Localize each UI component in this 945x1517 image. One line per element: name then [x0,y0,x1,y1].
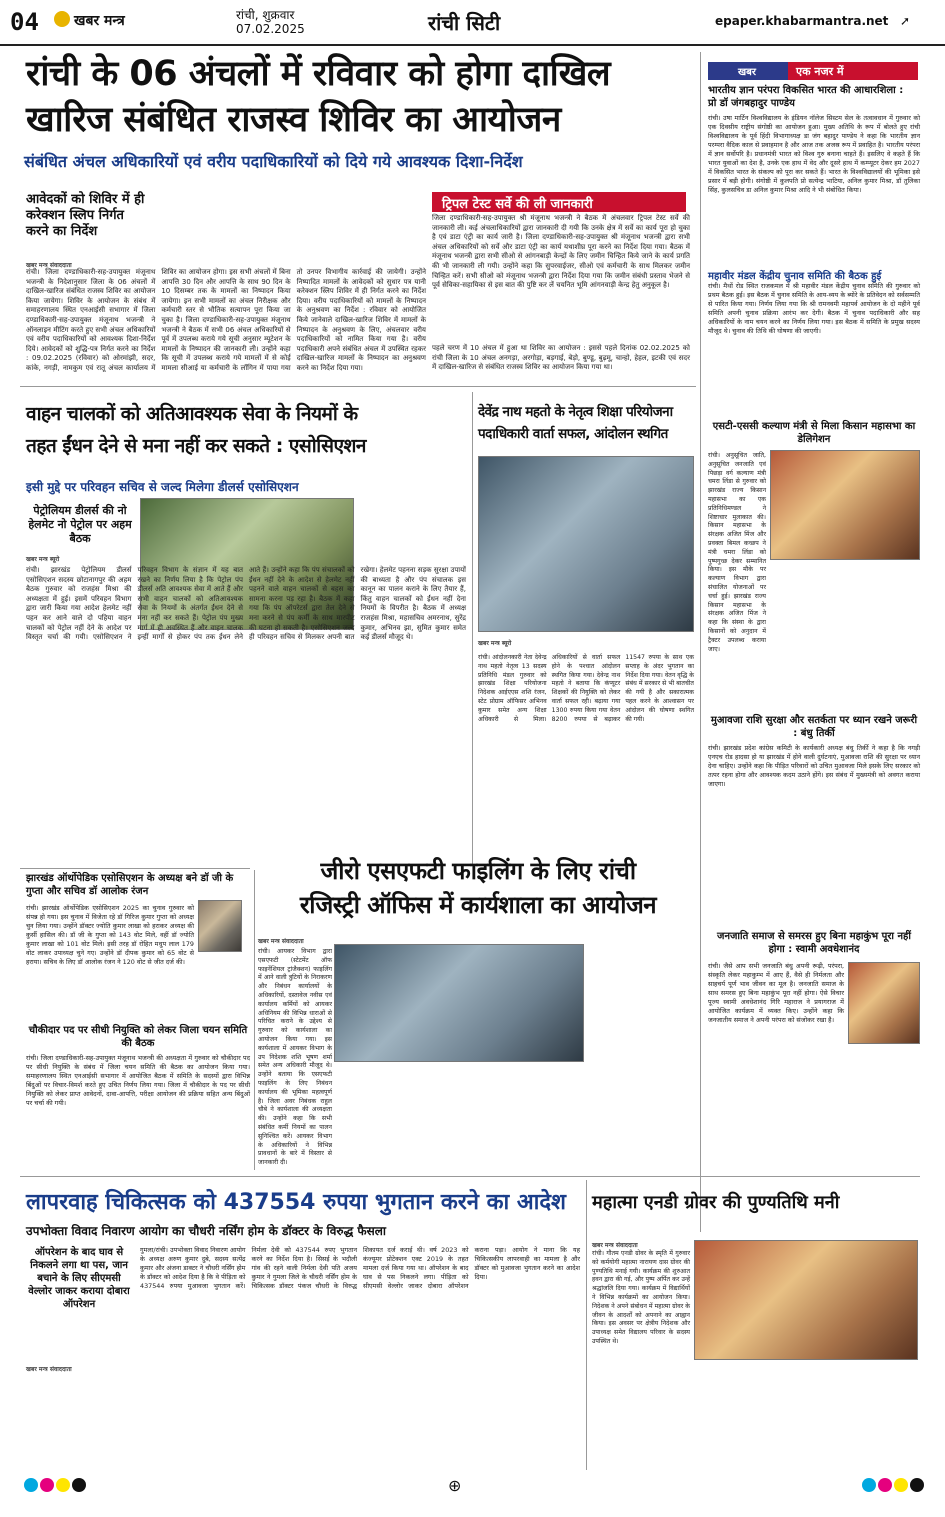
registration-icon: ⊕ [448,1476,462,1495]
divider-v-3 [586,1180,587,1470]
cmyk-dot [878,1478,892,1492]
sidebar-item5-head: जनजाति समाज से समरस हुए बिना महाकुंभ पूरा नहीं होगा : स्वामी अवधेशानंद [717,931,911,955]
negligent-body: गुमला/रांची। उपभोक्ता विवाद निवारण आयोग के अध्यक्ष अरुण कुमार दुबे, सदस्य सत्येंद्र कुमार और अंजना डाक्टर ने चौधरी नर्सिंग होम के डॉक्टर को आदेश दिया है कि वे पीड़िता को 437544 रुपया मुआवजा भुगतान करें। निर्मला देवी को 437544 रुपए भुगतान करने का निर्देश दिया है। सिसई के भदौली गांव की रहने वाली निर्मला देवी पति अजय कुमार ने गुमला जिले के चौधरी नर्सिंग होम के चिकित्सक डॉक्टर पंकज चौधरी के विरुद्ध शिकायत दर्ज कराई थी। वर्ष 2023 को कंज्यूमर प्रोटेक्शन एक्ट 2019 के तहत मामला दर्ज किया गया था। ऑपरेशन के बाद घाव से पस निकलने लगा। पीड़िता को सीएमसी वेल्लोर जाकर दोबारा ऑपरेशन कराना पड़ा। आयोग ने माना कि यह चिकित्सकीय लापरवाही का मामला है और डॉक्टर को मुआवजा भुगतान करने का आदेश दिया। [140,1246,580,1290]
ortho-body: रांची। झारखंड ऑर्थोपेडिक एसोसिएशन 2025 का चुनाव गुरुवार को संपन्न हो गया। इस चुनाव में विजेता रहे डॉ गिरिज कुमार गुप्ता को अध्यक्ष चुन लिया गया। उन्होंने डॉक्टर ज्योति कुमार लाखा को हराकर अध्यक्ष की कुर्सी हासिल की। डॉ जी के गुप्ता को 143 वोट मिले, वहीं डॉ ज्योति कुमार लाखा को 101 वोट मिले। इसी तरह डॉ रोहित मधुप लाल 179 वोट लाकर उपाध्यक्ष चुने गए। उन्होंने डॉ दीपक कुमार को 65 वोट से हराया। सचिव के लिए डॉ आलोक रंजन ने 120 वोट से जीत दर्ज की। [26,904,194,966]
sidebar-item2-body: रांची। मैथों रोड स्थित राजकमल में श्री महावीर मंडल केंद्रीय चुनाव समिति की गुरुवार को प्रथम बैठक हुई। इस बैठक में चुनाव समिति के आय-व्यय के ब्योरे के प्रतिवेदन को सर्वसम्मति से पारित किया गया। निर्णय लिया गया कि श्री रामनवमी महापर्व आयोजन के दो महीने पूर्व समिति अपनी चुनाव प्रक्रिया आरंभ कर देगी। बैठक में चुनाव पदाधिकारी और सह अधिकारियों के नाम चयन करने का निर्णय लिया गया। इस बैठक में समिति के प्रमुख सदस्य मौजूद थे। चुनाव की तिथि की घोषणा की जाएगी। [708,282,920,335]
sidebar-item4-head: मुआवजा राशि सुरक्षा और सतर्कता पर ध्यान रखने जरूरी : बंधु तिर्की [710,715,918,739]
protest-photo [478,456,694,632]
chowkidar-headline: चौकीदार पद पर सीधी नियुक्ति को लेकर जिला चयन समिति की बैठक [28,1025,248,1049]
page-number: 04 [10,8,39,36]
cmyk-dot [56,1478,70,1492]
delegation-photo [770,450,920,560]
masthead [0,0,945,46]
tribute-photo [694,1240,918,1360]
fuel-body: रांची। झारखंड पेट्रोलियम डीलर्स एसोसिएशन सदस्य छोटानागपुर की अहम बैठक गुरुवार को राजहंस मिश्रा की अध्यक्षता में हुई। इसमें परिवहन विभाग द्वारा जारी किया गया आदेश हेलमेट नहीं पहन कर आने वाले दो पहिया वाहन चालकों को पेट्रोल नहीं देने के आदेश पर विस्तृत चर्चा की गयी। एसोसिएशन ने परिवहन विभाग के संज्ञान में यह बात रखने का निर्णय लिया है कि पेट्रोल पंप डीलर्स अति आवश्यक सेवा में आते हैं और सभी वाहन चालकों को अतिआवश्यक सेवा के नियमों के अंतर्गत ईंधन देने से मना नहीं कर सकते हैं। पेट्रोल पंप मुख्य मार्ग में ही अवस्थित हैं और वाहन चालक इन्हीं मार्गों से होकर पंप तक ईंधन लेने आते हैं। उन्होंने कहा कि पंप संचालकों को ईंधन नहीं देने के आदेश से हेलमेट नहीं पहनने वाले वाहन चालकों से बहस का सामना करना पड़ रहा है। बैठक में कहा गया कि पंप ऑपरेटर्स द्वारा तेल देने से मना करने से पंप कर्मी के साथ मारपीट की घटना हो सकती है। एसोसिएशन जल्द ही परिवहन सचिव से मिलकर अपनी बात रखेगा। हेलमेट पहनना सड़क सुरक्षा उपायों की बाध्यता है और पंप संचालक इस कानून का पालन कराने के लिए तैयार हैं, किंतु वाहन चालकों को ईंधन नहीं देना नियमों के विपरीत है। बैठक में अध्यक्ष राजहंस मिश्रा, महासचिव अमरनाथ, सुरेंद्र कुमार, अभिनव झा, सुमित कुमार समेत कई डीलर्स मौजूद थे। [26,566,466,642]
cmyk-dot [40,1478,54,1492]
triple-test-headline: ट्रिपल टेस्ट सर्वे की ली जानकारी [432,192,686,212]
grover-headline: महात्मा एनडी ग्रोवर की पुण्यतिथि मनी [592,1192,840,1213]
devendra-body: रांची। आंदोलनकारी नेता देवेन्द्र नाथ महतो नेतृत्व 13 सदस्य प्रतिनिधि मंडल गुरुवार को झारखंड शिक्षा परियोजना निदेशक आईएएस शशि रंजन, स्टेट प्रोग्राम ऑफिसर अभिनव कुमार समेत अन्य शिक्षा अधिकारी से मिला। अधिकारियों से वार्ता सफल होने के पश्चात आंदोलन स्थगित किया गया। देवेन्द्र नाथ महतो ने बताया कि कंप्यूटर शिक्षकों की नियुक्ति को लेकर वार्ता सफल रही। बढ़ाया गया 1300 रुपया किया गया वेतन 8200 रुपया से बढ़ाकर 11547 रुपया के साथ एक सप्ताह के अंदर भुगतान का निर्देश दिया गया। वेतन वृद्धि के संबंध में सरकार से भी बातचीत की गयी है और सकारात्मक पहल करने के आश्वासन पर आंदोलन की घोषणा स्थगित की गयी। [478,654,694,723]
negligent-byline: खबर मन्त्र संवाददाता [26,1366,72,1373]
swami-photo [848,962,920,1044]
sidebar-item1-head: भारतीय ज्ञान परंपरा विकसित भारत की आधारशिला : प्रो डॉ जंगबहादुर पाण्डेय [708,85,904,109]
sft-body-bottom [334,1068,586,1164]
cmyk-dot [862,1478,876,1492]
sidebar-item5-body: रांची। जैसे आप सभी जनजाति बंधु अपनी रूढ़ी, परंपरा, संस्कृति लेकर महाकुम्भ में आए हैं, वैसे ही निर्मलता और साहचर्य पूर्ण भाव जीवन का मूल है। जनजाति समाज के साथ समरस हुए बिना महाकुंभ पूरा नहीं होगा। ऐसे विचार पूज्य स्वामी अवधेशानंद गिरि महाराज ने प्रयागराज में आयोजित कार्यक्रम में व्यक्त किए। उन्होंने कहा कि जनजातीय समाज ने अपनी परंपरा को संजोकर रखा है। [708,962,844,1024]
sft-body: रांची। आयकर विभाग द्वारा एसएफटी (स्टेटमेंट ऑफ फाइनेंशियल ट्रांजैक्शन) फाइलिंग में आने वाली त्रुटियों के निराकरण और निबंधन कार्यालयों के अधिकारियों, दस्तावेज नवीस एवं कार्यालय कर्मियों को आयकर अधिनियम की विभिन्न धाराओं से परिचित कराने के उद्देश्य से गुरुवार को कार्यशाला का आयोजन किया गया। इस कार्यशाला में आयकर विभाग के उप निदेशक शशि भूषण शर्मा समेत अन्य अधिकारी मौजूद थे। उन्होंने बताया कि एसएफटी फाइलिंग के लिए निबंधन कार्यालय की भूमिका महत्वपूर्ण है। जिला अवर निबंधक राहुल चौबे ने कार्यशाला की अध्यक्षता की। उन्होंने कहा कि सभी संबंधित कर्मी नियमों का पालन सुनिश्चित करें। आयकर विभाग के अधिकारियों ने विभिन्न प्रावधानों के बारे में विस्तार से जानकारी दी। [258,948,332,1167]
lead-body: रांची। जिला दण्डाधिकारी-सह-उपायुक्त मंजूनाथ भजन्त्री के निदेशानुसार जिला के 06 अंचलों में दाखिल-खारिज संबंधित राजस्व शिविर का आयोजन किया जायेगा। शिविर के आयोजन के संबंध में समाहरणालय स्थित एनआईसी सभागार में जिला दण्डाधिकारी-सह-उपायुक्त मंजूनाथ भजन्त्री ने ऑनलाइन मीटिंग करते हुए सभी अंचल अधिकारियों एवं वरीय पदाधिकारियों को आवश्यक दिशा-निर्देश दिये। आवेदकों को शुद्धि-पत्र निर्गत करने का निर्देश : 09.02.2025 (रविवार) को ओरमांझी, सदर, कांके, नगड़ी, नामकुम एवं रातू अंचल कार्यालय में शिविर का आयोजन होगा। इस सभी अंचलों में बिना आपत्ति 30 दिन और आपत्ति के साथ 90 दिन के 10 दिसम्बर तक के मामलों का निष्पादन किया जायेगा। इन सभी मामलों का अंचल निरीक्षक और कर्मचारी स्तर से भौतिक सत्यापन पूरा किया जा चुका है। जिला दण्डाधिकारी-सह-उपायुक्त मंजूनाथ भजन्त्री ने बैठक में सभी 06 अंचल अधिकारियों से पूर्व में उपलब्ध कराये गये सूची अनुसार म्यूटेशन के मामलों के निष्पादन की जानकारी ली। उन्होंने कहा कि सूची में उपलब्ध कराये गये मामलों में से कोई मामला सीआई या कर्मचारी के लॉगिन में पाया गया तो उनपर विभागीय कार्रवाई की जायेगी। उन्होंने निष्पादित मामलों के आवेदकों को सुधार पत्र यानी करेक्शन स्लिप शिविर में ही निर्गत करने का निर्देश दिया। वरीय पदाधिकारियों को मामलों के निष्पादन के अनुश्रवण का निर्देश : रविवार को आयोजित किये जानेवाले दाखिल-खारिज शिविर में मामलों के निष्पादन के अनुश्रवण के लिए, अंचलवार वरीय पदाधिकारियों को नामित किया गया है। वरीय पदाधिकारी अपने संबंधित अंचल में उपस्थित रहकर दाखिल-खारिज मामलों के निष्पादन का अनुश्रवण करने का निर्देश दिया गया। [26,268,426,372]
sidebar-tag-ek-nazar: एक नजर में [788,62,918,80]
brand-logo [54,11,70,27]
lead-headline-1: रांची के 06 अंचलों में रविवार को होगा दाखिल [26,54,611,94]
fuel-byline: खबर मन्त्र ब्यूरो [26,556,60,563]
sft-body-col-right [590,930,696,1166]
lead-headline-2: खारिज संबंधित राजस्व शिविर का आयोजन [26,100,561,140]
negligent-headline: लापरवाह चिकित्सक को 437554 रुपया भुगतान करने का आदेश [26,1190,566,1215]
fuel-headline-1: वाहन चालकों को अतिआवश्यक सेवा के नियमों के [26,403,358,425]
divider-2 [20,868,250,869]
sidebar-item1-body: रांची। उषा मार्टिन विश्वविद्यालय के इंडियन नॉलेज सिस्टम सेल के तत्वावधान में गुरुवार को एक दिवसीय राष्ट्रीय संगोष्ठी का आयोजन हुआ। मुख्य अतिथि के रूप में बोलते हुए रांची विश्वविद्यालय के पूर्व हिंदी विभागाध्यक्ष डा जंग बहादुर पाण्डेय ने कहा कि भारतीय ज्ञान परम्परा वैदिक काल से प्रवाहमान है और आज तक अजस्र रूप में प्रवाहित है। भारतीय परंपरा में ज्ञान सर्वोपरि है। प्रधानमंत्री भारत को विश्व गुरु बनाना चाहते हैं। इसलिए वे कहते हैं कि भारत युवाओं का देश है, उनके एक हाथ में वेद और दूसरे हाथ में कम्प्यूटर देकर हम 2027 में विकसित भारत के संकल्प को पूरा कर सकते हैं। भारत के विश्वविद्यालयों की भूमिका इसे प्रसार में बड़ी होगी। संगोष्ठी में कुलपति प्रो सत्येन्द्र भाटिया, अनिल कुमार मिश्रा, डॉ तुलिका सिंह, कुलसचिव डा अनिल कुमार मिश्रा आदि ने भी संबोधित किया। [708,114,920,194]
devendra-headline-1: देवेंद्र नाथ महतो के नेतृत्व शिक्षा परियोजना [478,404,673,420]
sidebar-item3-body: रांची। अनुसूचित जाति, अनुसूचित जनजाति एवं पिछड़ा वर्ग कल्याण मंत्री चमरा लिंडा से गुरुवार को झारखंड राज्य किसान महासभा का एक प्रतिनिधिमण्डल ने शिष्टाचार मुलाकात की। किसान महासभा के संरक्षक अजित मिंज और प्रवक्ता बिमल कच्छप ने मंत्री चमरा लिंडा को पुष्पगुच्छ देकर सम्मानित किया। इस मौके पर कल्याण विभाग द्वारा संचालित योजनाओं पर चर्चा हुई। झारखंड राज्य किसान महासभा के संरक्षक अजित मिंज ने कहा कि संस्था के द्वारा किसानों को अनुदान में ट्रैक्टर उपलब्ध कराया जाए। [708,452,766,653]
sidebar-item3-head: एसटी-एससी कल्याण मंत्री से मिला किसान महासभा का डेलिगेशन [712,421,916,445]
cmyk-dot [910,1478,924,1492]
negligent-side-head: ऑपरेशन के बाद घाव से निकलने लगा था पस, जान बचाने के लिए सीएमसी वेल्लोर जाकर कराया दोबारा ऑपरेशन [28,1247,130,1310]
doctor-photo [198,900,242,952]
triple-test-body: जिला दण्डाधिकारी-सह-उपायुक्त श्री मंजूनाथ भजन्त्री ने बैठक में अंचलवार ट्रिपल टेस्ट सर्वे की जानकारी ली। कई अंचलाधिकारियों द्वारा जानकारी दी गयी कि उनके क्षेत्र में सर्वे का कार्य पूरा हो चुका है एवं डाटा एंट्री का कार्य जारी है। जिला दण्डाधिकारी-सह-उपायुक्त श्री मंजूनाथ भजन्त्री द्वारा सभी अंचल अधिकारियों को सर्वे और डाटा एंट्री का कार्य यथाशीघ्र पूरा करने का निर्देश दिया गया। बैठक में मंजूनाथ भजन्त्री द्वारा सभी सीओ से आंगनबाड़ी केन्द्रों के लिए जमीन चिन्हित किये जाने के कार्य प्रगति की भी जानकारी ली गयी। उन्होंने कहा कि सुपरवाईजर, सीओ एवं कर्मचारी के साथ मिलकर जमीन चिन्हित करें। सभी सीओ को मंजूनाथ भजन्त्री द्वारा निर्देश दिया गया कि जमीन संबंधी प्रस्ताव भेजने से पूर्व सेविका-सहायिका से इस बात की पुष्टि कर लें चयनित भूमि आंगनवाड़ी केन्द्र हेतु अनुकूल है। [432,214,690,290]
section-title: रांची सिटी [428,11,501,35]
grover-byline: खबर मन्त्र संवाददाता [592,1242,638,1249]
divider-1 [20,386,696,387]
registration-marks [0,1474,945,1498]
sft-headline-2: रजिस्ट्री ऑफिस में कार्यशाला का आयोजन [299,891,657,919]
epaper-url[interactable]: epaper.khabarmantra.net [715,14,889,28]
fuel-subhead: इसी मुद्दे पर परिवहन सचिव से जल्द मिलेगा डीलर्स एसोसिएशन [26,480,299,494]
chowkidar-body: रांची। जिला दण्डाधिकारी-सह-उपायुक्त मंजूनाथ भजन्त्री की अध्यक्षता में गुरुवार को चौकीदार पद पर सीधी नियुक्ति के संबंध में जिला चयन समिति की बैठक का आयोजन किया गया। समाहरणालय स्थित एनआईसी सभागार में आयोजित बैठक में समिति के सदस्यों द्वारा विभिन्न बिंदुओं पर विचार-विमर्श करते हुए उचित निर्णय लिया गया। जिला में चौकीदार के पद पर सीधी नियुक्ति को लेकर प्राप्त आवेदनों, दावा-आपत्ति, परीक्षा आयोजन की प्रक्रिया सहित अन्य बिंदुओं पर चर्चा की गयी। [26,1054,250,1107]
fuel-side-head: पेट्रोलियम डीलर्स की नो हेलमेट नो पेट्रोल पर अहम बैठक [28,504,132,545]
workshop-photo [334,944,584,1062]
triple-test-body-2: पहले चरण में 10 अंचल में हुआ था शिविर का आयोजन : इससे पहले दिनांक 02.02.2025 को रांची जिला के 10 अंचल अनगड़ा, अरगोड़ा, बड़गाई, बेड़ो, बुण्डू, बुढ़मू, चान्हो, हेहल, इटकी एवं सदर में दाखिल-खारिज से संबंधित राजस्व शिविर का आयोजन किया गया था। [432,344,690,372]
city-day: रांची, शुक्रवार [236,8,295,22]
negligent-subhead: उपभोक्ता विवाद निवारण आयोग का चौधरी नर्सिंग होम के डॉक्टर के विरुद्ध फैसला [26,1224,386,1238]
sidebar-item4-body: रांची। झारखंड प्रदेश कांग्रेस कमिटी के कार्यकारी अध्यक्ष बंधु तिर्की ने कहा है कि नगड़ी एनएच रोड हादसा हो या झारखंड में होने वाली दुर्घटनाएं, मुआवजा राशि की सुरक्षा पर ध्यान देना चाहिए। उन्होंने कहा कि पीड़ित परिवारों को उचित मुआवजा मिले इसके लिए सरकार को तत्पर रहना होगा और आवश्यक कदम उठाने होंगे। इस संबंध में मुख्यमंत्री को अवगत कराया जाएगा। [708,744,920,788]
sft-headline-1: जीरो एसएफटी फाइलिंग के लिए रांची [320,857,636,885]
sidebar-item2-head: महावीर मंडल केंद्रीय चुनाव समिति की बैठक हुई [708,271,882,282]
sidebar-item3-body-cont [708,560,920,710]
brand-name: खबर मन्त्र [74,13,125,29]
lead-byline: खबर मन्त्र संवाददाता [26,262,72,269]
sidebar-tag-khabar: खबर [708,62,788,80]
divider-v-mid [472,392,473,866]
fuel-headline-2: तहत ईंधन देने से मना नहीं कर सकते : एसोसिएशन [26,435,366,457]
grover-body: रांची। गौतम एनडी ग्रोवर के स्मृति में गुरुवार को कर्मयोगी महात्मा नारायण दास ग्रोवर की पुण्यतिथि मनाई गयी। कार्यक्रम की शुरुआत हवन द्वारा की गई, और पुष्प अर्पित कर उन्हें श्रद्धांजलि दिया गया। कार्यक्रम में विद्यार्थियों ने विभिन्न कार्यक्रमों का आयोजन किया। निदेशक ने अपने संबोधन में महात्मा ग्रोवर के जीवन के आदर्शों को अपनाने का आह्वान किया। इस अवसर पर क्षेत्रीय निदेशक और उपाध्यक्ष समेत विद्यालय परिवार के सदस्य उपस्थित थे। [592,1250,690,1345]
devendra-byline: खबर मन्त्र ब्यूरो [478,640,512,647]
lead-side-head: आवेदकों को शिविर में ही करेक्शन स्लिप निर्गत करने का निर्देश [26,192,145,239]
devendra-headline-2: पदाधिकारी वार्ता सफल, आंदोलन स्थगित [478,426,668,442]
lead-subhead: संबंधित अंचल अधिकारियों एवं वरीय पदाधिकारियों को दिये गये आवश्यक दिशा-निर्देश [24,152,523,171]
sidebar-divider [700,52,701,1232]
cmyk-dot [72,1478,86,1492]
ortho-headline: झारखंड ऑर्थोपेडिक एसोसिएशन के अध्यक्ष बने डॉ जी के गुप्ता और सचिव डॉ आलोक रंजन [26,873,234,897]
cmyk-dot [894,1478,908,1492]
divider-3 [20,1176,920,1177]
issue-date: 07.02.2025 [236,22,305,36]
divider-v-2 [254,870,255,1170]
cmyk-dot [24,1478,38,1492]
sft-byline: खबर मन्त्र संवाददाता [258,938,304,945]
cursor-icon: ➚ [900,14,911,28]
